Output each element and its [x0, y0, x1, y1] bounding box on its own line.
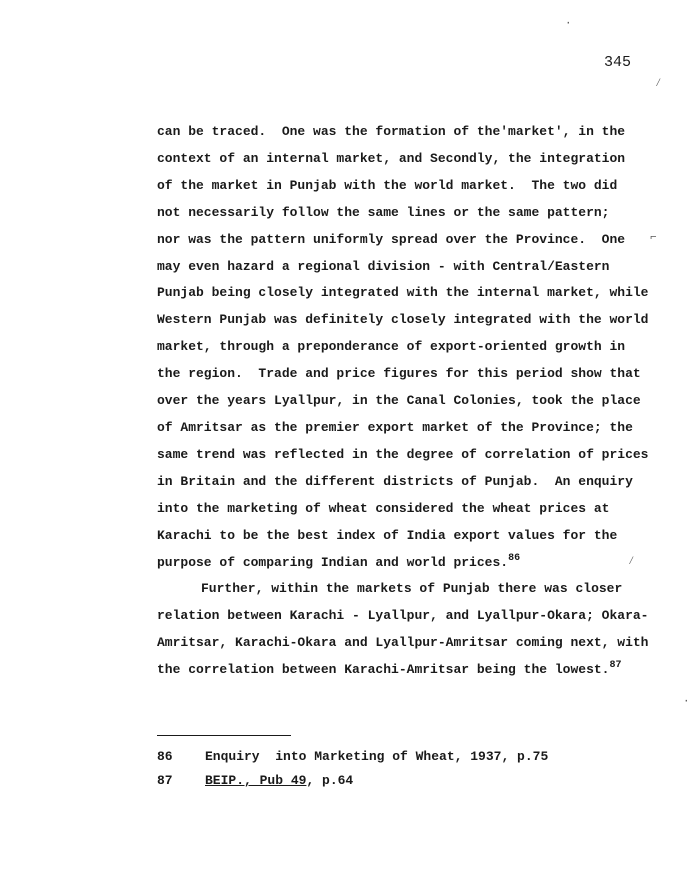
text-line: can be traced. One was the formation of the'market', in the	[157, 124, 626, 139]
footnote-ref-87: 87	[609, 660, 622, 672]
page-number: 345	[604, 54, 632, 71]
text-line: relation between Karachi - Lyallpur, and Lyallpur-Okara; Okara-	[157, 608, 649, 624]
text-line: the region. Trade and price figures for this period show that	[157, 366, 641, 382]
body-text	[157, 119, 667, 684]
text-line: Further, within the markets of Punjab there was closer	[201, 581, 623, 597]
text-line	[157, 550, 667, 577]
text-line-content: purpose of comparing Indian and world prices.	[157, 554, 509, 570]
footnote-divider	[157, 735, 291, 736]
text-line: of the market in Punjab with the world market. The two did	[157, 177, 618, 193]
text-line: in Britain and the different districts of Punjab. An enquiry	[157, 473, 633, 489]
scan-mark: ·	[683, 696, 690, 708]
text-line: of Amritsar as the premier export market of the Province; the	[157, 419, 633, 435]
text-line: same trend was reflected in the degree of correlation of prices	[157, 446, 649, 462]
footnote-ref-86: 86	[508, 552, 521, 564]
footnote-number: 87	[157, 773, 173, 788]
footnote-text: Enquiry into Marketing of Wheat, 1937, p.75	[205, 749, 549, 764]
text-line: Western Punjab was definitely closely integrated with the world	[157, 312, 649, 328]
text-line: nor was the pattern uniformly spread over the Province. One	[157, 231, 626, 247]
scan-mark: ·	[565, 18, 572, 30]
text-line: Punjab being closely integrated with the internal market, while	[157, 285, 649, 301]
text-line: may even hazard a regional division - with Central/Eastern	[157, 258, 610, 274]
footnote-text: , p.64	[306, 773, 354, 788]
scan-mark: ⁄	[655, 78, 662, 90]
footnote-87	[157, 769, 548, 793]
text-line	[157, 657, 667, 684]
scan-mark: ⌐	[650, 232, 657, 244]
text-line-content: the correlation between Karachi-Amritsar being the lowest.	[157, 662, 610, 678]
text-line: Karachi to be the best index of India export values for the	[157, 527, 618, 543]
footnote-86	[157, 745, 548, 769]
paragraph-1	[157, 119, 667, 576]
paragraph-2	[157, 576, 667, 684]
footnote-number: 86	[157, 749, 173, 764]
text-line: into the marketing of wheat considered the wheat prices at	[157, 500, 610, 516]
footnote-source: BEIP., Pub 49	[205, 773, 307, 788]
text-line: market, through a preponderance of export-oriented growth in	[157, 339, 626, 355]
text-line: over the years Lyallpur, in the Canal Colonies, took the place	[157, 393, 641, 409]
text-line: Amritsar, Karachi-Okara and Lyallpur-Amritsar coming next, with	[157, 635, 649, 651]
footnotes	[157, 745, 548, 793]
text-line: not necessarily follow the same lines or the same pattern;	[157, 204, 610, 220]
text-line: context of an internal market, and Secondly, the integration	[157, 150, 626, 166]
scan-mark: ⁄	[628, 556, 635, 568]
